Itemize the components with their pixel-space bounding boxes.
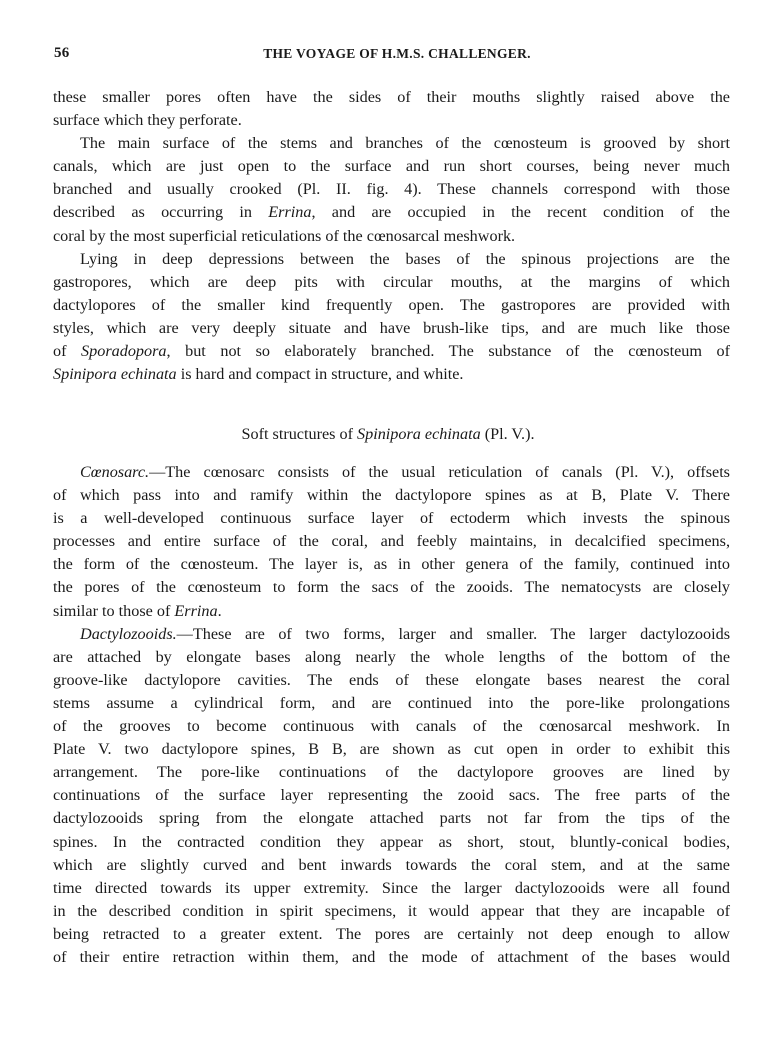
- text-line: arrangement. The pore-like continuations of the dactylopore grooves are lined by: [53, 763, 730, 782]
- text-line: being retracted to a greater extent. The pores are certainly not deep enough to allow: [53, 924, 730, 943]
- text-run: described as occurring in: [53, 203, 269, 222]
- text-line: continuations of the surface layer representing the zooid sacs. The free parts of the: [53, 786, 730, 805]
- text-run: is hard and compact in structure, and white.: [176, 365, 464, 384]
- text-line: dactylozooids spring from the elongate attached parts not far from the tips of the: [53, 809, 730, 828]
- text-run: , but not so elaborately branched. The substance of the cœnosteum of: [166, 342, 731, 361]
- running-title: THE VOYAGE OF H.M.S. CHALLENGER.: [263, 46, 531, 61]
- text-line: [53, 340, 730, 363]
- text-run: , and are occupied in the recent condition of the: [311, 203, 730, 222]
- text-line: gastropores, which are deep pits with circular mouths, at the margins of which: [53, 272, 730, 291]
- species-name: Spinipora echinata: [53, 365, 177, 384]
- section-heading: [0, 425, 776, 444]
- section-soft-structures: [53, 461, 730, 969]
- text-line: which are slightly curved and bent inwards towards the coral stem, and at the same: [53, 855, 730, 874]
- text-line: Lying in deep depressions between the bases of the spinous projections are the: [80, 249, 730, 268]
- text-line: stems assume a cylindrical form, and are continued into the pore-like prolongations: [53, 693, 730, 712]
- text-line: of their entire retraction within them, and the mode of attachment of the bases would: [53, 947, 730, 966]
- genus-name: Errina: [174, 601, 218, 620]
- text-line: [53, 461, 730, 484]
- page-number: 56: [54, 45, 70, 61]
- text-line: of which pass into and ramify within the dactylopore spines as at B, Plate V. There: [53, 486, 730, 505]
- text-line: [53, 600, 730, 623]
- text-line: the form of the cœnosteum. The layer is, as in other genera of the family, continued into: [53, 555, 730, 574]
- text-line: The main surface of the stems and branches of the cœnosteum is grooved by short: [80, 134, 730, 153]
- heading-text: Soft structures of: [241, 425, 358, 443]
- text-run: similar to those of: [53, 601, 175, 620]
- text-line: spines. In the contracted condition they appear as short, stout, bluntly-conical bodies,: [53, 832, 730, 851]
- text-line: coral by the most superficial reticulations of the cœnosarcal meshwork.: [53, 226, 516, 245]
- text-line: are attached by elongate bases along nearly the whole lengths of the bottom of the: [53, 647, 730, 666]
- text-line: branched and usually crooked (Pl. II. fig. 4). These channels correspond with those: [53, 180, 730, 199]
- genus-name: Sporadopora: [81, 342, 167, 361]
- text-line: [53, 201, 730, 224]
- text-line: is a well-developed continuous surface layer of ectoderm which invests the spinous: [53, 509, 730, 528]
- text-line: groove-like dactylopore cavities. The ends of these elongate bases nearest the coral: [53, 670, 730, 689]
- text-line: Plate V. two dactylopore spines, B B, are shown as cut open in order to exhibit this: [53, 740, 730, 759]
- text-run: —These are of two forms, larger and smaller. The larger dactylozooids: [176, 624, 730, 643]
- text-line: [53, 363, 730, 386]
- text-line: of the grooves to become continuous with canals of the cœnosarcal meshwork. In: [53, 717, 730, 736]
- section-hard-structures: [53, 86, 730, 386]
- text-line: styles, which are very deeply situate and have brush-like tips, and are much like those: [53, 318, 730, 337]
- text-line: canals, which are just open to the surface and run short courses, being never much: [53, 157, 730, 176]
- genus-name: Errina: [268, 203, 312, 222]
- text-run: —The cœnosarc consists of the usual reticulation of canals (Pl. V.), offsets: [149, 463, 730, 481]
- subsection-label: Cœnosarc.: [80, 463, 150, 481]
- text-line: the pores of the cœnosteum to form the sacs of the zooids. The nematocysts are closely: [53, 578, 730, 597]
- text-line: dactylopores of the smaller kind frequently open. The gastropores are provided with: [53, 295, 730, 314]
- heading-text: (Pl. V.).: [480, 425, 535, 443]
- text-line: in the described condition in spirit specimens, it would appear that they are incapable of: [53, 901, 730, 920]
- text-line: [53, 623, 730, 646]
- text-line: time directed towards its upper extremity. Since the larger dactylozooids were all found: [53, 878, 730, 897]
- page-header: [54, 45, 730, 65]
- text-run: .: [217, 601, 222, 620]
- species-name: Spinipora echinata: [357, 425, 481, 443]
- text-line: processes and entire surface of the coral, and feebly maintains, in decalcified specimens,: [53, 532, 730, 551]
- subsection-label: Dactylozooids.: [80, 624, 177, 643]
- text-line: these smaller pores often have the sides of their mouths slightly raised above the: [53, 88, 730, 106]
- text-line: surface which they perforate.: [53, 111, 242, 130]
- text-run: of: [53, 342, 82, 361]
